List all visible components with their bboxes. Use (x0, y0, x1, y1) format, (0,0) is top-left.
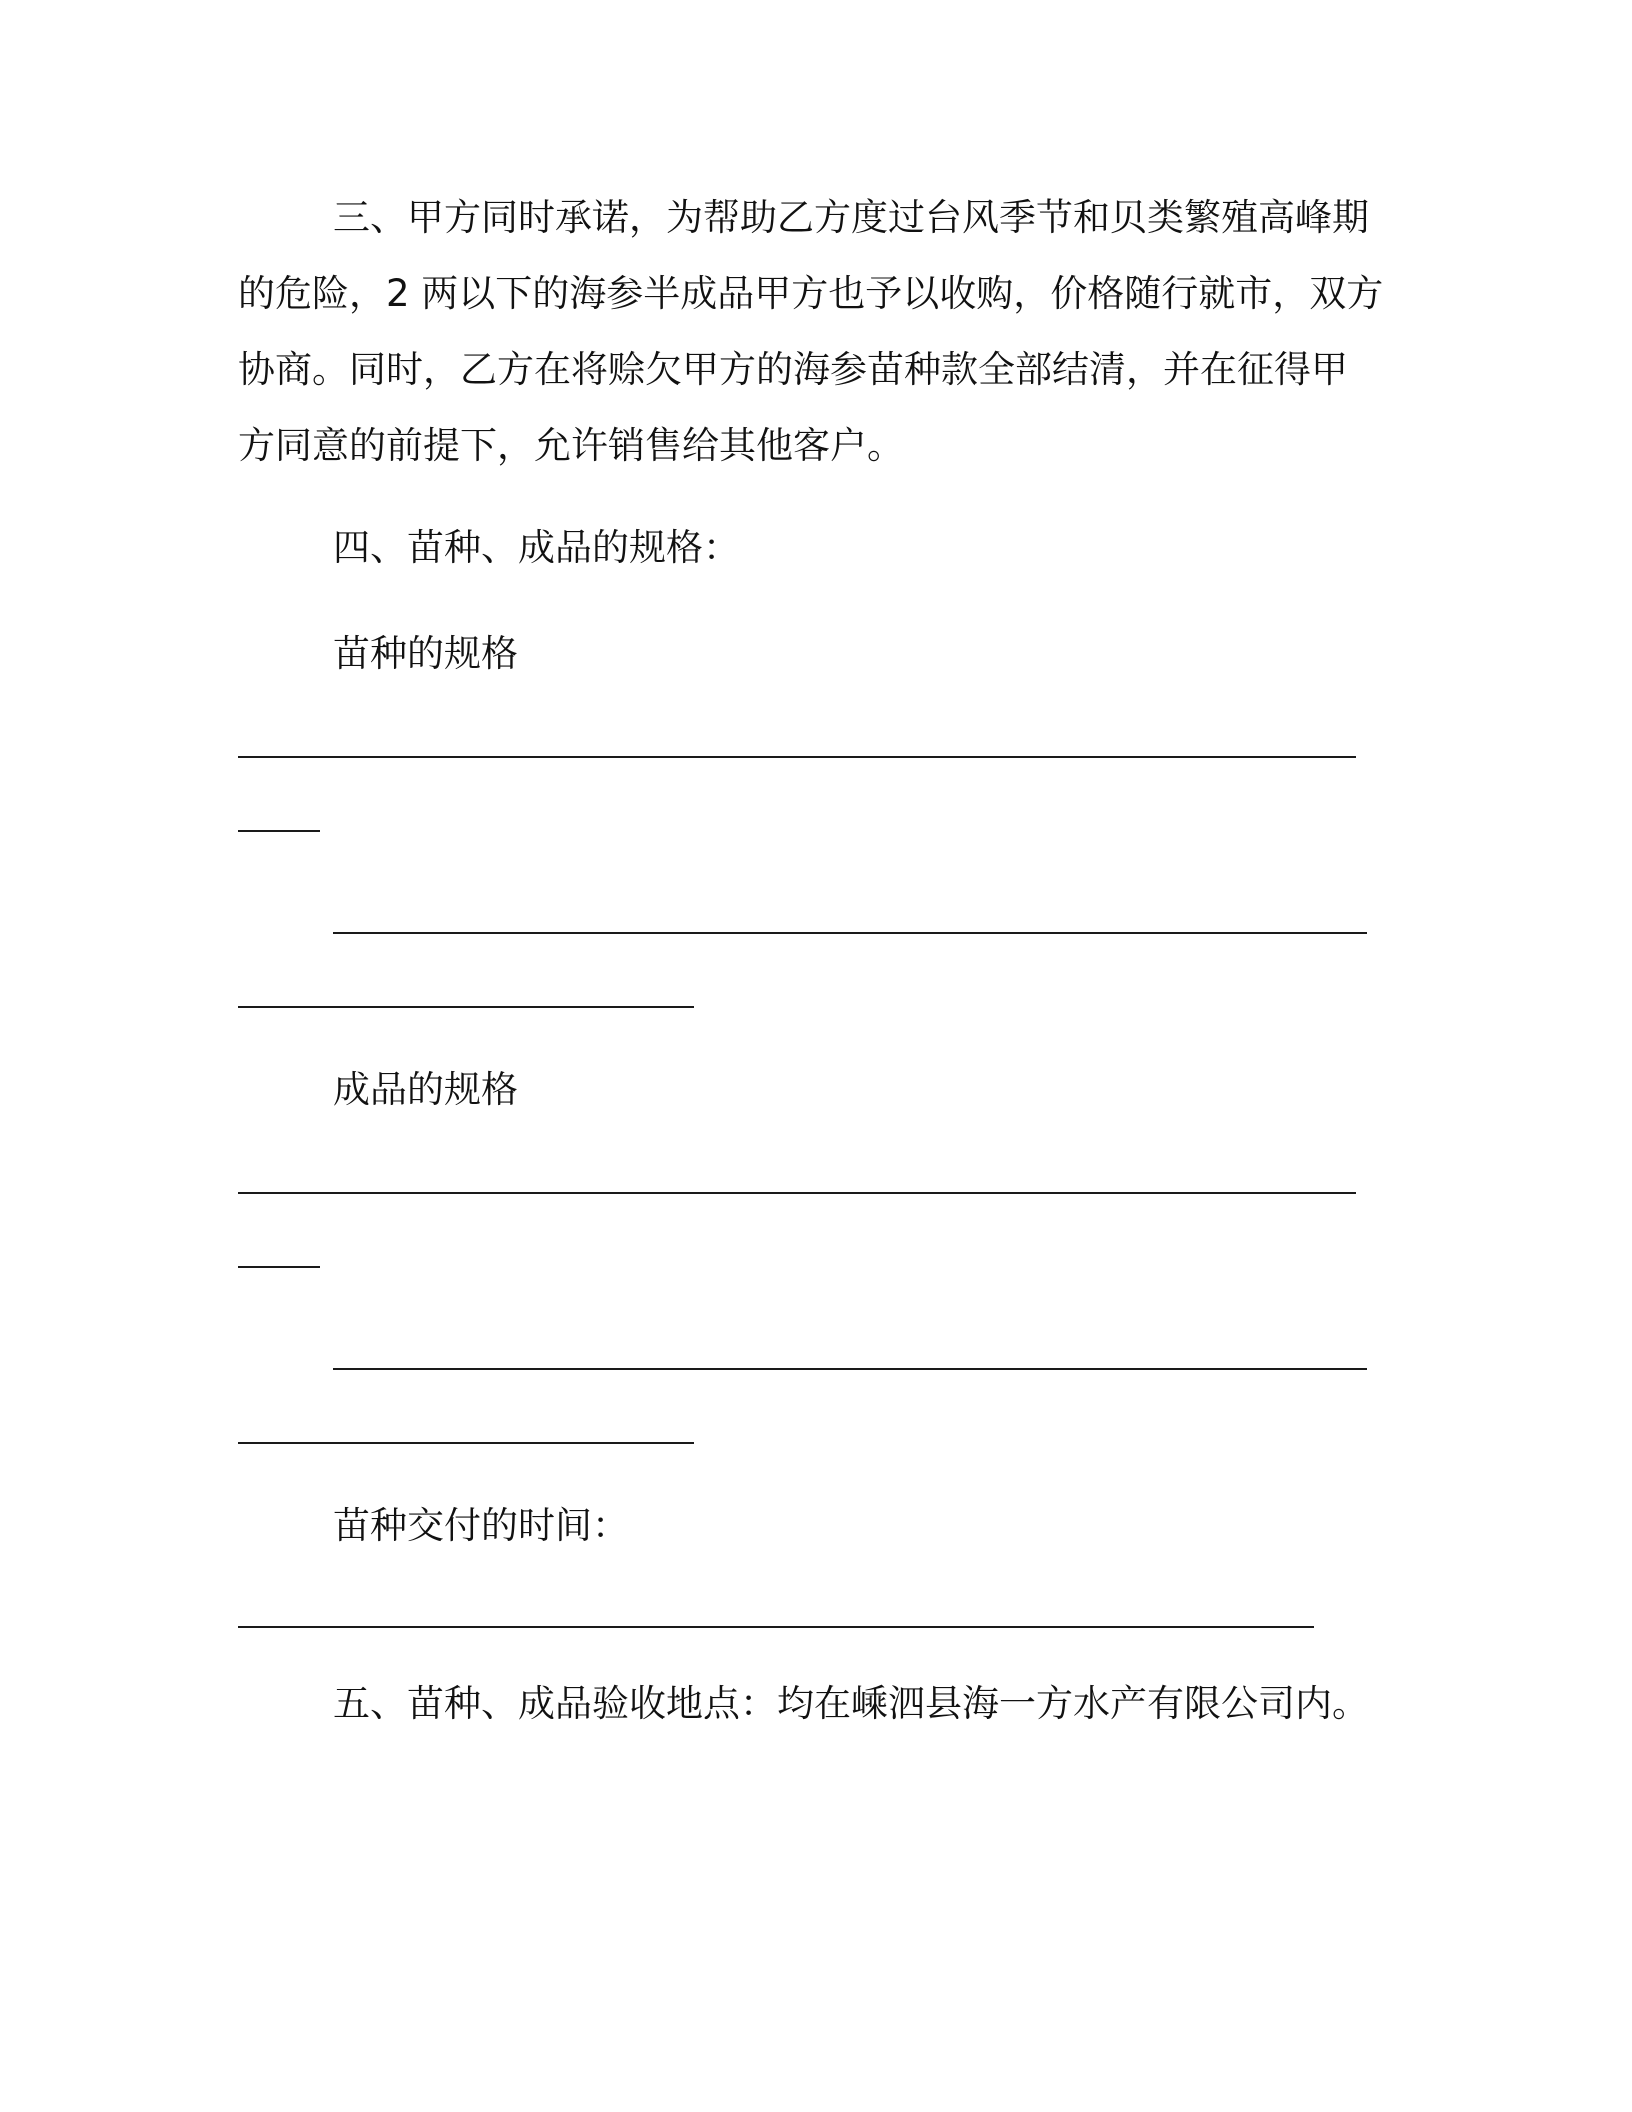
seed-spec-label: 苗种的规格 (333, 632, 518, 675)
clause3-line-4: 方同意的前提下，允许销售给其他客户。 (238, 424, 904, 467)
clause4-heading: 四、苗种、成品的规格： (333, 526, 740, 569)
clause3-line-1: 三、甲方同时承诺，为帮助乙方度过台风季节和贝类繁殖高峰期 (333, 196, 1369, 239)
seed-spec-blank-line-1[interactable] (238, 756, 1356, 758)
seed-delivery-blank-line[interactable] (238, 1626, 1314, 1628)
product-spec-blank-line-3[interactable] (333, 1368, 1367, 1370)
product-spec-label: 成品的规格 (333, 1068, 518, 1111)
product-spec-blank-line-4[interactable] (238, 1442, 694, 1444)
clause3-line-3: 协商。同时，乙方在将赊欠甲方的海参苗种款全部结清，并在征得甲 (238, 348, 1348, 391)
seed-delivery-label: 苗种交付的时间： (333, 1504, 629, 1547)
clause3-line-2: 的危险，2 两以下的海参半成品甲方也予以收购，价格随行就市，双方 (238, 272, 1384, 315)
seed-spec-blank-line-3[interactable] (333, 932, 1367, 934)
product-spec-blank-line-2[interactable] (238, 1266, 320, 1268)
product-spec-blank-line-1[interactable] (238, 1192, 1356, 1194)
clause5-text: 五、苗种、成品验收地点：均在嵊泗县海一方水产有限公司内。 (333, 1682, 1369, 1725)
seed-spec-blank-line-2[interactable] (238, 830, 320, 832)
seed-spec-blank-line-4[interactable] (238, 1006, 694, 1008)
